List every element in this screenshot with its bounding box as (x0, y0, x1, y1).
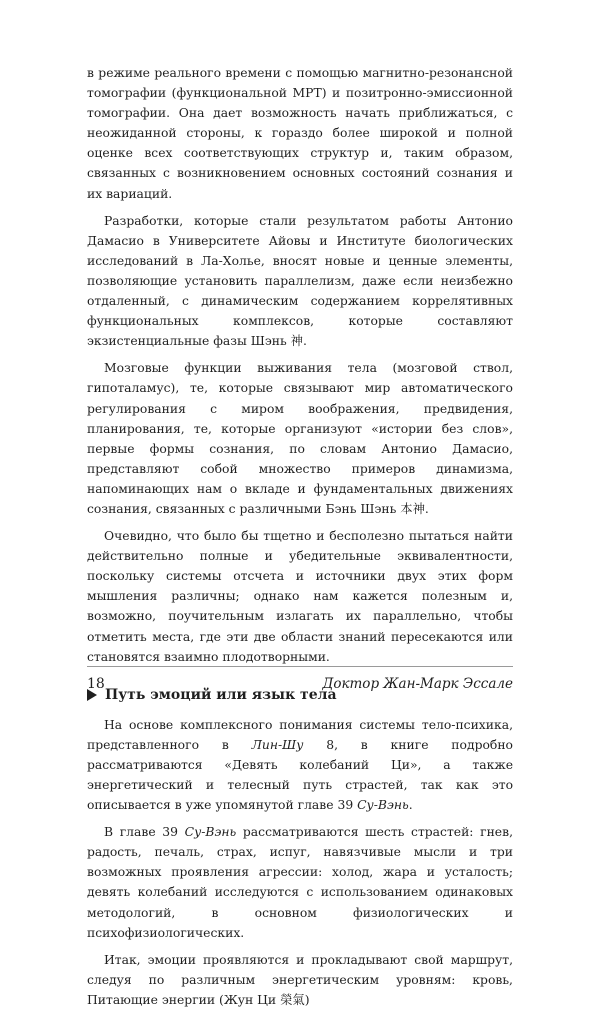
body-text (87, 63, 513, 1017)
paragraph-1: в режиме реального времени с помощью магнитно-резонансной томографии (функциональной МРТ) и позитронно-эмиссионной томографии. Она дает возможность начать приближаться, с неожиданной стороны, к гораздо более широкой и полной оценке всех соответствующих структур и, таким образом, связанных с возникновением основных состояний сознания и их вариаций. (87, 66, 513, 201)
paragraph-6-part-1: В главе 39 (104, 825, 185, 840)
paragraph-4: Очевидно, что было бы тщетно и бесполезно пытаться найти действительно полные и убедительные эквивалентности, поскольку системы отсчета и источники двух этих форм мышления различны; однако нам кажется полезным и, возможно, поучительным излагать их параллельно, чтобы отметить места, где эти две области знаний пересекаются или становятся взаимно плодотворными. (87, 529, 513, 664)
paragraph-3: Мозговые функции выживания тела (мозговой ствол, гипоталамус), те, которые связывают мир автоматического регулирования с миром воображения, предвидения, планирования, те, которые организуют «истории без слов», первые формы сознания, по словам Антонио Дамасио, представляют собой множество примеров динамизма, напоминающих нам о вкладе и фундаментальных движениях сознания, связанных с различными Бэнь Шэнь 本神. (87, 361, 513, 516)
footer-divider (87, 666, 513, 667)
paragraph-6 (87, 822, 513, 943)
page-number: 18 (87, 676, 105, 692)
paragraph-5 (87, 715, 513, 815)
running-footer-author: Доктор Жан-Марк Эссале (322, 676, 513, 692)
paragraph-6-su-wen: Су-Вэнь (184, 825, 237, 840)
paragraph-5-part-1: На основе комплексного понимания системы тело-психика, представленного в (87, 717, 513, 752)
paragraph-5-su-wen: Су-Вэнь (357, 798, 409, 813)
paragraph-6-part-2: рассматриваются шесть страстей: гнев, радость, печаль, страх, испуг, навязчивые мысли и три возможных проявления агрессии: холод, жара и усталость; девять колебаний исследуются с использованием одинаковых методологий, в основном физиологических и психофизиологических. (87, 825, 513, 940)
paragraph-2: Разработки, которые стали результатом работы Антонио Дамасио в Университете Айовы и Институте биологических исследований в Ла-Холье, вносят новые и ценные элементы, позволяющие установить параллелизм, даже если неизбежно отдаленный, с динамическим содержанием коррелятивных функциональных комплексов, которые составляют экзистенциальные фазы Шэнь 神. (87, 213, 513, 349)
paragraph-7: Итак, эмоции проявляются и прокладывают свой маршрут, следуя по различным энергетическим уровням: кровь, Питающие энергии (Жун Ци 榮氣) (87, 952, 513, 1007)
paragraph-5-part-2: 8, в книге подробно рассматриваются «Девять колебаний Ци», а также энергетический и телесный путь страстей, так как это описывается в уже упомянутой главе 39 (87, 737, 513, 813)
paragraph-5-part-3: . (408, 798, 413, 813)
paragraph-5-lin-shu: Лин-Шу (251, 737, 304, 752)
section-heading-text: Путь эмоций или язык тела (105, 686, 337, 703)
